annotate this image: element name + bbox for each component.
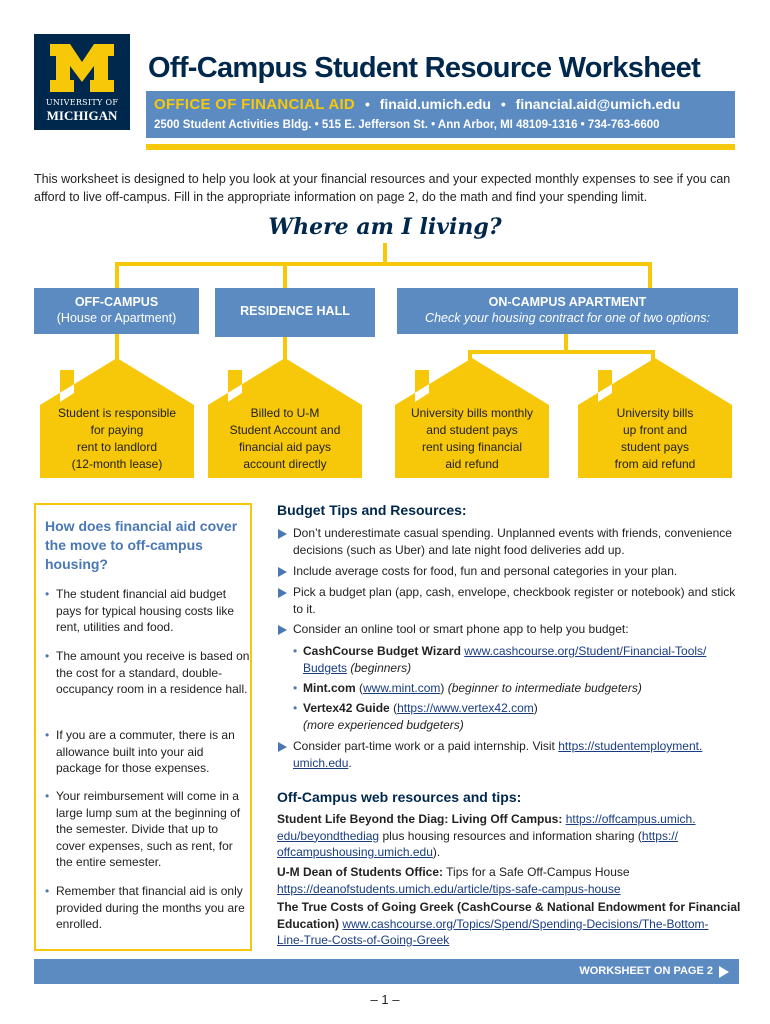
tool-item: • CashCourse Budget Wizard www.cashcourse.org/Student/Financial-Tools/ Budgets (beginners) [293,643,740,676]
arrow-icon [278,742,287,752]
offcampus-heading: Off-Campus web resources and tips: [277,789,522,805]
sidebar-bullet: • Your reimbursement will come in a large lump sum at the beginning of the semester. Divide that up to cover expenses, such as rent, for the entire semester. [45,788,250,871]
studentemployment-link[interactable]: https://studentemployment. umich.edu [293,739,703,770]
resource-item: The True Costs of Going Greek (CashCourse & National Endowment for Financial Education) www.cashcourse.org/Topics/Spend/Spending-Decisions/The-Bottom- Line-True-Costs-of-Going-Greek [277,900,741,947]
offcampushousing-link[interactable]: https:// offcampushousing.umich.edu [277,828,678,859]
house-3-text: University bills monthly and student pays rent using financial aid refund [410,406,534,471]
next-page-bar[interactable] [34,959,739,984]
website-link[interactable]: finaid.umich.edu [379,96,491,112]
intro-text: This worksheet is designed to help you look at your financial resources and your expected monthly expenses to see if you can afford to live off-campus. Fill in the appropriate information on page 2, do the math and find your spending limit. [34,172,731,204]
budget-tips-heading: Budget Tips and Resources: [277,502,467,518]
house-4-text: University bills up front and student pays from aid refund [614,406,696,471]
separator: • [500,96,506,112]
sidebar-bullet: • The student financial aid budget pays for typical housing costs like rent, utilities and food. [45,586,250,636]
tip-item: Include average costs for food, fun and personal categories in your plan. [277,563,740,580]
email-link[interactable]: financial.aid@umich.edu [515,96,681,112]
greek-costs-link[interactable]: www.cashcourse.org/Topics/Spend/Spending-Decisions/The-Bottom- Line-True-Costs-of-Going-Greek [277,916,709,947]
cashcourse-link[interactable]: www.cashcourse.org/Student/Financial-Tools/ Budgets [303,644,707,675]
tip-item: Consider an online tool or smart phone app to help you budget: [277,621,740,638]
address: 2500 Student Activities Bldg. • 515 E. Jefferson St. • Ann Arbor, MI 48109-1316 • 734-763-6600 [154,119,660,131]
resource-item: Student Life Beyond the Diag: Living Off Campus: https://offcampus.umich. edu/beyondthediag plus housing resources and information sharing (https:// offcampushousing.umich.edu). [277,812,696,859]
vertex42-link[interactable]: https://www.vertex42.com [397,701,534,715]
off-campus-heading: OFF-CAMPUS [74,295,159,309]
logo-line-1: UNIVERSITY OF [45,98,119,107]
arrow-icon [278,625,287,635]
mint-link[interactable]: www.mint.com [363,681,441,695]
sidebar-bullet: • The amount you receive is based on the cost for a standard, double-occupancy room in a residence hall. [45,648,250,698]
on-campus-sub: Check your housing contract for one of two options: [425,311,710,325]
tool-item: • Mint.com (www.mint.com) (beginner to intermediate budgeters) [293,680,740,697]
page-title: Off-Campus Student Resource Worksheet [148,52,701,84]
on-campus-box [397,288,738,334]
diagram-question: Where am I living? [268,214,502,240]
tip-item: Don’t underestimate casual spending. Unplanned events with friends, convenience decisions (such as Uber) and late night food deliveries add up. [277,525,740,558]
house-1-text: Student is responsible for paying rent to landlord (12-month lease) [57,406,177,471]
arrow-icon [278,567,287,577]
play-arrow-icon [719,966,729,978]
residence-hall-heading: RESIDENCE HALL [240,304,350,318]
office-name: OFFICE OF FINANCIAL AID [154,96,356,113]
house-2-text: Billed to U-M Student Account and financial aid pays account directly [229,406,341,471]
separator: • [364,96,370,112]
page-number: – 1 – [370,992,400,1007]
residence-hall-box [215,288,375,337]
tip-item: Consider part-time work or a paid internship. Visit https://studentemployment. umich.edu. [277,738,740,771]
resource-item: U-M Dean of Students Office: Tips for a Safe Off-Campus House https://deanofstudents.umich.edu/article/tips-safe-campus-house [277,865,630,896]
tip-item: Pick a budget plan (app, cash, envelope, checkbook register or notebook) and stick to it. [277,584,740,617]
offcampus-link[interactable]: https://offcampus.umich. edu/beyondthediag [277,812,696,843]
off-campus-box [34,288,199,334]
logo-line-2: MICHIGAN [46,108,118,123]
sidebar-bullet: • If you are a commuter, there is an allowance built into your aid package for those expenses. [45,727,250,777]
next-page-label: WORKSHEET ON PAGE 2 [579,965,713,977]
off-campus-sub: (House or Apartment) [56,311,177,325]
tool-item: • Vertex42 Guide (https://www.vertex42.com) (more experienced budgeters) [293,700,740,733]
sidebar-bullet: • Remember that financial aid is only provided during the months you are enrolled. [45,883,250,933]
deanofstudents-link[interactable]: https://deanofstudents.umich.edu/article/tips-safe-campus-house [277,881,621,896]
arrow-icon [278,529,287,539]
arrow-icon [278,588,287,598]
on-campus-heading: ON-CAMPUS APARTMENT [488,295,647,309]
sidebar-title: How does financial aid cover the move to off-campus housing? [45,518,238,572]
